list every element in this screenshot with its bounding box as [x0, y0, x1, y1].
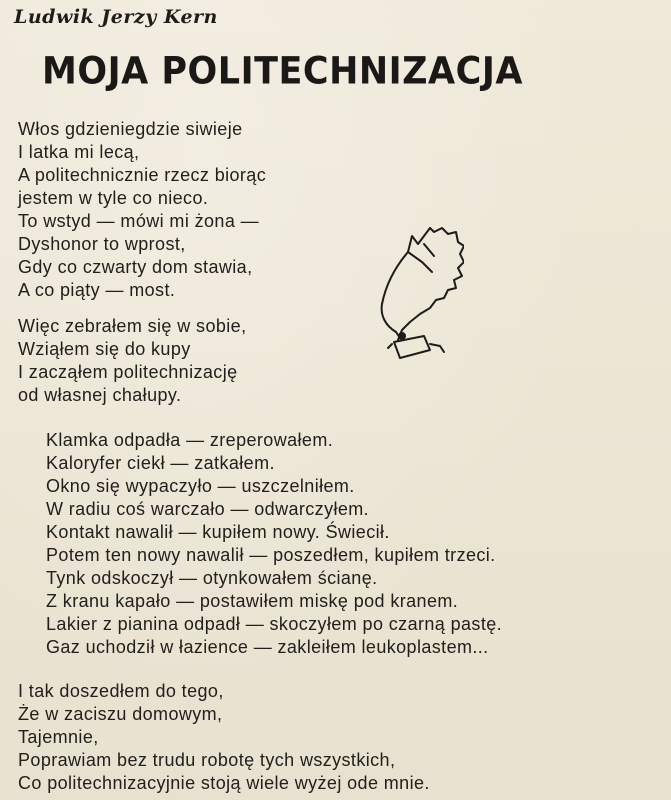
poem-line: Dyshonor to wprost, [18, 234, 186, 254]
poem-line: I zacząłem politechnizację [18, 362, 238, 382]
poem-line: Co politechnizacyjnie stoją wiele wyżej ode mnie. [18, 773, 430, 793]
poem-line: Potem ten nowy nawalił — poszedłem, kupiłem trzeci. [46, 545, 496, 565]
poem-line: I tak doszedłem do tego, [18, 681, 224, 701]
poem-line: Klamka odpadła — zreperowałem. [46, 430, 334, 450]
stanza-3 [46, 429, 502, 659]
poem-line: A co piąty — most. [18, 280, 176, 300]
poem-line: Kontakt nawalił — kupiłem nowy. Świecił. [46, 522, 390, 542]
stanza-2 [18, 315, 246, 407]
author-byline: Ludwik Jerzy Kern [14, 6, 218, 28]
poem-line: Więc zebrałem się w sobie, [18, 316, 247, 336]
poem-line: A politechnicznie rzecz biorąc [18, 165, 267, 185]
poem-line: Gdy co czwarty dom stawia, [18, 257, 253, 277]
stanza-4 [18, 680, 430, 795]
gramophone-sketch-icon [372, 222, 464, 368]
poem-line: Lakier z pianina odpadł — skoczyłem po czarną pastę. [46, 614, 503, 634]
poem-line: Tynk odskoczył — otynkowałem ścianę. [46, 568, 378, 588]
poem-line: Że w zaciszu domowym, [18, 704, 223, 724]
poem-line: jestem w tyle co nieco. [18, 188, 209, 208]
poem-line: To wstyd — mówi mi żona — [18, 211, 260, 231]
poem-title: MOJA POLITECHNIZACJA [42, 50, 523, 94]
poem-line: Gaz uchodził w łazience — zakleiłem leukoplastem... [46, 637, 489, 657]
stanza-1 [18, 118, 266, 302]
poem-line: I latka mi lecą, [18, 142, 140, 162]
poem-line: Kaloryfer ciekł — zatkałem. [46, 453, 275, 473]
poem-line: Włos gdzieniegdzie siwieje [18, 119, 243, 139]
poem-line: od własnej chałupy. [18, 385, 182, 405]
poem-line: W radiu coś warczało — odwarczyłem. [46, 499, 370, 519]
poem-line: Tajemnie, [18, 727, 99, 747]
poem-line: Poprawiam bez trudu robotę tych wszystkich, [18, 750, 396, 770]
poem-line: Okno się wypaczyło — uszczelniłem. [46, 476, 355, 496]
poem-line: Wziąłem się do kupy [18, 339, 191, 359]
poem-line: Z kranu kapało — postawiłem miskę pod kranem. [46, 591, 459, 611]
